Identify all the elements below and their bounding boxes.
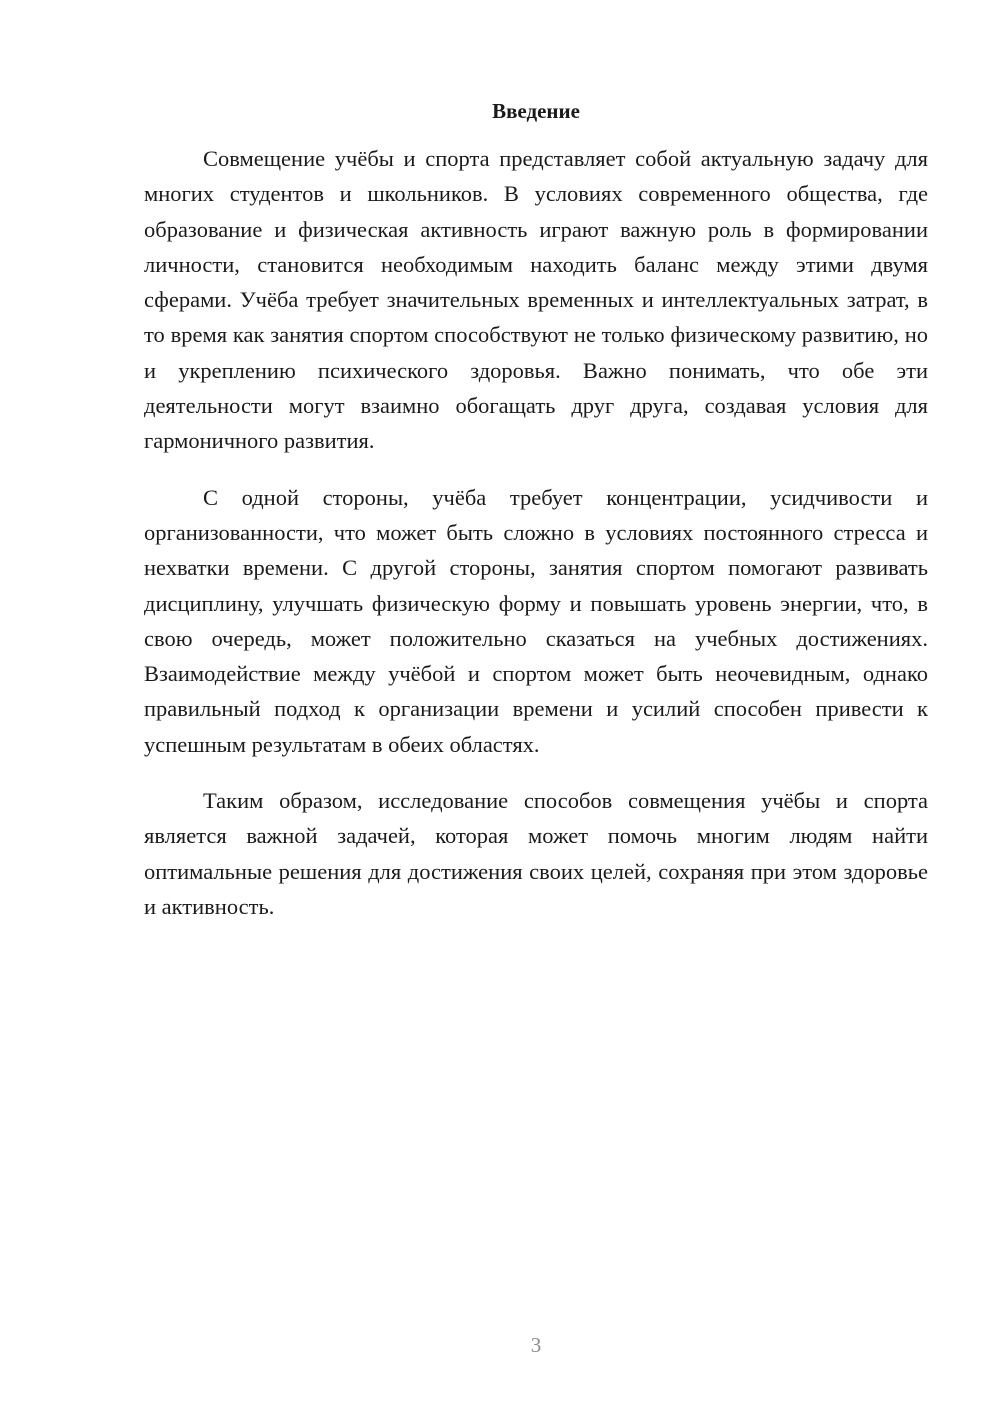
page-content xyxy=(144,97,928,945)
page-number: 3 xyxy=(530,1333,542,1357)
paragraph-3: Таким образом, исследование способов совмещения учёбы и спорта является важной задачей, которая может помочь многим людям найти оптимальные решения для достижения своих целей, сохраняя при этом здоровье и активность. xyxy=(144,788,928,919)
paragraph-2: С одной стороны, учёба требует концентрации, усидчивости и организованности, что может быть сложно в условиях постоянного стресса и нехватки времени. С другой стороны, занятия спортом помогают развивать дисциплину, улучшать физическую форму и повышать уровень энергии, что, в свою очередь, может положительно сказаться на учебных достижениях. Взаимодействие между учёбой и спортом может быть неочевидным, однако правильный подход к организации времени и усилий способен привести к успешным результатам в обеих областях. xyxy=(144,484,928,757)
section-heading: Введение xyxy=(492,99,580,123)
paragraph-1: Совмещение учёбы и спорта представляет собой актуальную задачу для многих студентов и школьников. В условиях современного общества, где образование и физическая активность играют важную роль в формировании личности, становится необходимым находить баланс между этими двумя сферами. Учёба требует значительных временных и интеллектуальных затрат, в то время как занятия спортом способствуют не только физическому развитию, но и укреплению психического здоровья. Важно понимать, что обе эти деятельности могут взаимно обогащать друг друга, создавая условия для гармоничного развития. xyxy=(144,146,928,454)
